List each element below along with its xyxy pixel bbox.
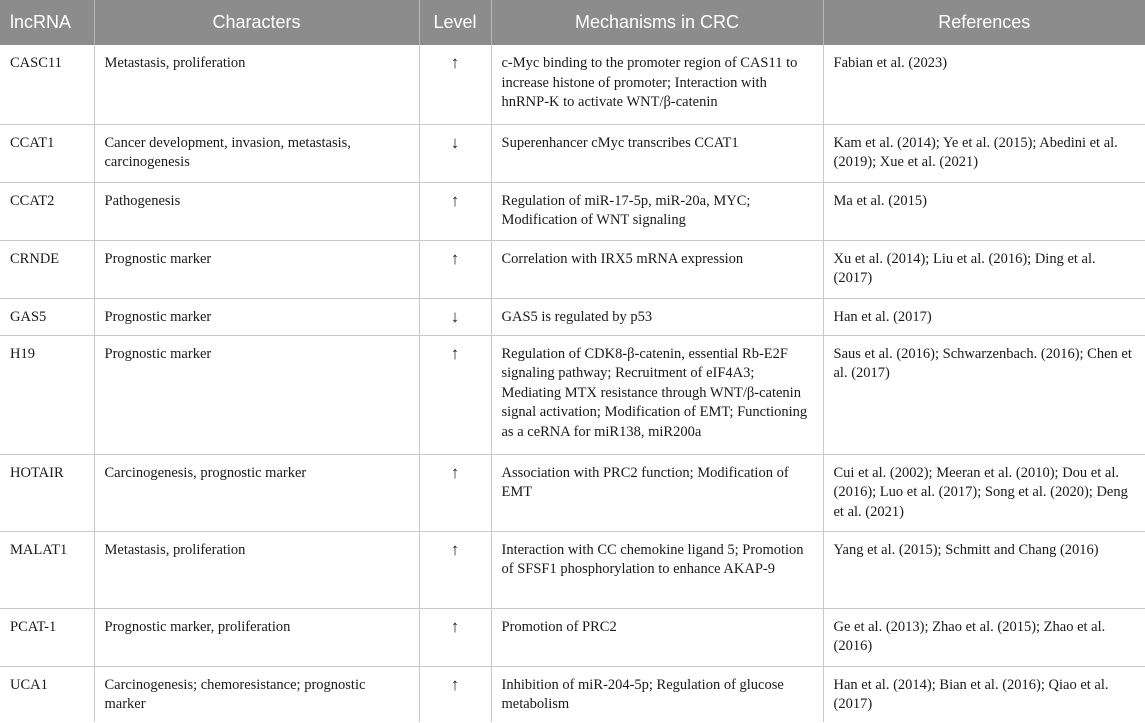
table-row	[0, 608, 1145, 666]
header-characters: Characters	[94, 0, 419, 45]
cell-lncrna: CCAT2	[10, 192, 55, 209]
cell-mechanisms: c-Myc binding to the promoter region of CAS11 to increase histone of promoter; Interaction with hnRNP-K to activate WNT/β-catenin	[491, 45, 823, 124]
cell-lncrna: CCAT1	[10, 134, 55, 151]
cell-references: Cui et al. (2002); Meeran et al. (2010); Dou et al. (2016); Luo et al. (2017); Song et al. (2020); Deng et al. (2021)	[823, 454, 1145, 531]
cell-characters: Prognostic marker	[94, 240, 419, 298]
cell-level: ↑	[419, 182, 491, 240]
table-row	[0, 298, 1145, 335]
table-row	[0, 335, 1145, 454]
cell-mechanisms: Association with PRC2 function; Modification of EMT	[491, 454, 823, 531]
table-row	[0, 240, 1145, 298]
cell-characters: Metastasis, proliferation	[94, 45, 419, 124]
cell-references: Ge et al. (2013); Zhao et al. (2015); Zhao et al. (2016)	[823, 608, 1145, 666]
cell-mechanisms: Promotion of PRC2	[491, 608, 823, 666]
cell-mechanisms: Inhibition of miR-204-5p; Regulation of glucose metabolism	[491, 666, 823, 722]
cell-characters: Prognostic marker	[94, 298, 419, 335]
table-header	[0, 0, 1145, 45]
table-row	[0, 45, 1145, 124]
cell-characters: Prognostic marker, proliferation	[94, 608, 419, 666]
cell-characters: Carcinogenesis, prognostic marker	[94, 454, 419, 531]
cell-references: Ma et al. (2015)	[823, 182, 1145, 240]
cell-references: Saus et al. (2016); Schwarzenbach. (2016); Chen et al. (2017)	[823, 335, 1145, 454]
cell-mechanisms: Regulation of CDK8-β-catenin, essential Rb-E2F signaling pathway; Recruitment of eIF4A3; Mediating MTX resistance through WNT/β-catenin signal activation; Modification of EMT; Functioning as a ceRNA for miR138, miR200a	[491, 335, 823, 454]
cell-level: ↑	[419, 608, 491, 666]
cell-lncrna: H19	[10, 345, 35, 362]
header-mechanisms: Mechanisms in CRC	[491, 0, 823, 45]
cell-characters: Carcinogenesis; chemoresistance; prognostic marker	[94, 666, 419, 722]
cell-lncrna: MALAT1	[10, 541, 68, 558]
cell-references: Han et al. (2014); Bian et al. (2016); Qiao et al. (2017)	[823, 666, 1145, 722]
cell-mechanisms: Superenhancer cMyc transcribes CCAT1	[491, 124, 823, 182]
header-lncrna: lncRNA	[0, 0, 94, 45]
cell-characters: Prognostic marker	[94, 335, 419, 454]
table-row	[0, 531, 1145, 608]
cell-references: Xu et al. (2014); Liu et al. (2016); Ding et al. (2017)	[823, 240, 1145, 298]
header-row	[0, 0, 1145, 45]
cell-level: ↑	[419, 454, 491, 531]
cell-level: ↑	[419, 45, 491, 124]
cell-characters: Cancer development, invasion, metastasis, carcinogenesis	[94, 124, 419, 182]
cell-mechanisms: Interaction with CC chemokine ligand 5; Promotion of SFSF1 phosphorylation to enhance AKAP-9	[491, 531, 823, 608]
cell-mechanisms: Regulation of miR-17-5p, miR-20a, MYC; Modification of WNT signaling	[491, 182, 823, 240]
header-level: Level	[419, 0, 491, 45]
cell-level: ↑	[419, 335, 491, 454]
cell-references: Yang et al. (2015); Schmitt and Chang (2016)	[823, 531, 1145, 608]
cell-level: ↑	[419, 531, 491, 608]
cell-mechanisms: GAS5 is regulated by p53	[491, 298, 823, 335]
cell-characters: Metastasis, proliferation	[94, 531, 419, 608]
cell-references: Fabian et al. (2023)	[823, 45, 1145, 124]
cell-level: ↑	[419, 666, 491, 722]
cell-characters: Pathogenesis	[94, 182, 419, 240]
cell-level: ↓	[419, 298, 491, 335]
cell-references: Han et al. (2017)	[823, 298, 1145, 335]
cell-lncrna: PCAT-1	[10, 618, 57, 635]
cell-lncrna: CRNDE	[10, 250, 60, 267]
cell-references: Kam et al. (2014); Ye et al. (2015); Abedini et al. (2019); Xue et al. (2021)	[823, 124, 1145, 182]
header-references: References	[823, 0, 1145, 45]
table-body	[0, 45, 1145, 722]
table-row	[0, 666, 1145, 722]
table-row	[0, 454, 1145, 531]
cell-level: ↓	[419, 124, 491, 182]
cell-lncrna: GAS5	[10, 308, 47, 325]
cell-level: ↑	[419, 240, 491, 298]
cell-lncrna: UCA1	[10, 676, 48, 693]
cell-lncrna: CASC11	[10, 55, 62, 71]
cell-lncrna: HOTAIR	[10, 464, 64, 481]
cell-mechanisms: Correlation with IRX5 mRNA expression	[491, 240, 823, 298]
table-row	[0, 124, 1145, 182]
table-row	[0, 182, 1145, 240]
